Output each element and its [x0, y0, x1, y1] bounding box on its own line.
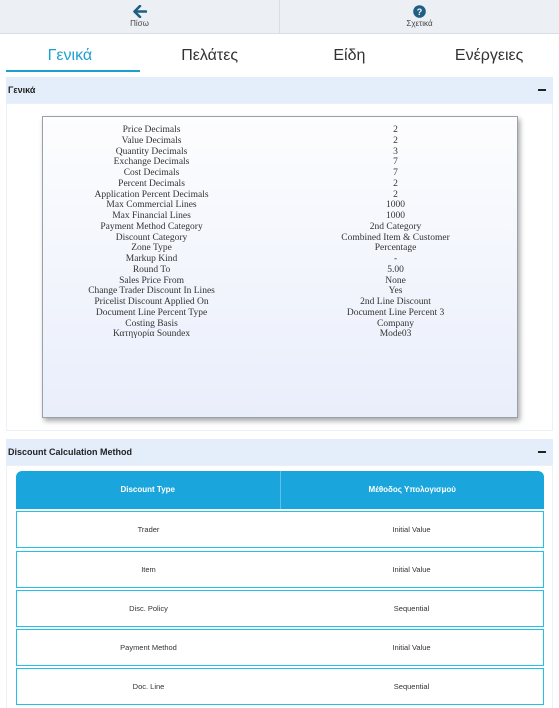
setting-value: 7 [393, 168, 398, 178]
setting-value: Yes [388, 286, 403, 297]
setting-value: 2 [393, 135, 398, 146]
setting-label: Price Decimals [122, 125, 181, 135]
table-row[interactable] [16, 590, 544, 627]
tab-actions[interactable]: Ενέργειες [454, 47, 524, 64]
back-button[interactable] [0, 0, 279, 33]
top-toolbar [0, 0, 559, 34]
calc-method-cell: Initial Value [392, 525, 431, 535]
setting-value: - [393, 254, 398, 264]
setting-label: Percent Decimals [118, 178, 185, 189]
table-row[interactable] [16, 668, 544, 705]
setting-value: 5.00 [387, 264, 404, 275]
back-button-label: Πίσω [130, 19, 149, 28]
discount-type-cell: Doc. Line [132, 682, 165, 692]
discount-type-cell: Item [141, 564, 156, 574]
setting-label: Application Percent Decimals [94, 189, 209, 200]
setting-label: Max Financial Lines [112, 211, 191, 221]
setting-value: Company [377, 318, 414, 329]
tab-items[interactable]: Είδη [333, 47, 366, 64]
setting-label: Document Line Percent Type [95, 307, 208, 318]
setting-row [43, 168, 517, 179]
setting-label: Markup Kind [125, 254, 178, 264]
setting-row [43, 233, 517, 244]
setting-value: Mode03 [379, 329, 412, 340]
setting-label: Costing Basis [125, 318, 178, 329]
setting-label: Quantity Decimals [115, 146, 188, 157]
calc-method-cell: Initial Value [392, 643, 431, 653]
setting-row [43, 276, 517, 287]
calc-method-cell: Sequential [393, 603, 430, 613]
column-header-discount-type[interactable]: Discount Type [120, 485, 176, 494]
question-circle-icon [413, 5, 426, 18]
setting-row [43, 319, 517, 330]
setting-label: Max Commercial Lines [106, 200, 197, 211]
table-row[interactable] [16, 551, 544, 588]
setting-value: None [385, 275, 406, 286]
setting-row [43, 222, 517, 233]
setting-row [43, 200, 517, 211]
setting-label: Payment Method Category [100, 221, 203, 232]
about-button[interactable] [279, 0, 559, 33]
collapse-icon[interactable] [537, 85, 547, 95]
setting-row [43, 136, 517, 147]
setting-row [43, 243, 517, 254]
about-button-label: Σχετικά [406, 19, 433, 28]
setting-value: Combined Item & Customer [341, 232, 450, 243]
svg-text:?: ? [416, 6, 423, 17]
setting-value: 1000 [386, 200, 406, 211]
table-row[interactable] [16, 511, 544, 548]
setting-label: Value Decimals [121, 135, 182, 146]
tab-bar [0, 40, 559, 74]
setting-row [43, 211, 517, 222]
column-header-calc-method[interactable]: Μέθοδος Υπολογισμού [280, 471, 545, 509]
setting-label: Cost Decimals [123, 168, 180, 178]
setting-value: 2 [393, 189, 398, 200]
setting-value: 2nd Category [369, 221, 422, 232]
discount-section-title: Discount Calculation Method [8, 447, 133, 457]
setting-value: Document Line Percent 3 [346, 307, 445, 318]
setting-value: 1000 [386, 211, 406, 221]
setting-row [43, 157, 517, 168]
calc-method-cell: Initial Value [392, 564, 431, 574]
setting-row [43, 329, 517, 340]
setting-label: Sales Price From [119, 275, 184, 286]
setting-row [43, 265, 517, 276]
setting-row [43, 308, 517, 319]
setting-row [43, 125, 517, 136]
table-row[interactable] [16, 629, 544, 666]
tab-general[interactable]: Γενικά [0, 40, 140, 74]
tab-customers[interactable]: Πελάτες [181, 47, 239, 64]
setting-row [43, 286, 517, 297]
setting-value: 7 [393, 157, 398, 168]
discount-type-cell: Payment Method [120, 643, 177, 653]
setting-label: Pricelist Discount Applied On [94, 297, 209, 307]
setting-value: 2 [393, 125, 398, 135]
setting-value: 2 [393, 178, 398, 189]
setting-label: Change Trader Discount In Lines [88, 286, 215, 297]
general-section-header[interactable] [6, 77, 553, 103]
setting-value: 3 [393, 146, 398, 157]
setting-row [43, 254, 517, 265]
setting-label: Κατηγορία Soundex [112, 329, 191, 340]
setting-value: Percentage [374, 243, 417, 254]
setting-row [43, 190, 517, 201]
setting-label: Discount Category [115, 232, 188, 243]
discount-type-cell: Trader [137, 525, 160, 535]
setting-row [43, 147, 517, 158]
collapse-icon[interactable] [537, 447, 547, 457]
discount-section-header[interactable] [6, 439, 553, 465]
arrow-left-icon [133, 5, 147, 18]
setting-label: Zone Type [131, 243, 172, 254]
general-section-title: Γενικά [8, 85, 36, 95]
setting-label: Exchange Decimals [113, 157, 190, 168]
setting-row [43, 179, 517, 190]
general-settings-card [42, 116, 518, 418]
table-header [16, 471, 544, 509]
discount-table [16, 471, 544, 705]
setting-row [43, 297, 517, 308]
setting-label: Round To [132, 264, 171, 275]
setting-value: 2nd Line Discount [360, 297, 431, 307]
calc-method-cell: Sequential [393, 682, 430, 692]
discount-type-cell: Disc. Policy [129, 603, 168, 613]
